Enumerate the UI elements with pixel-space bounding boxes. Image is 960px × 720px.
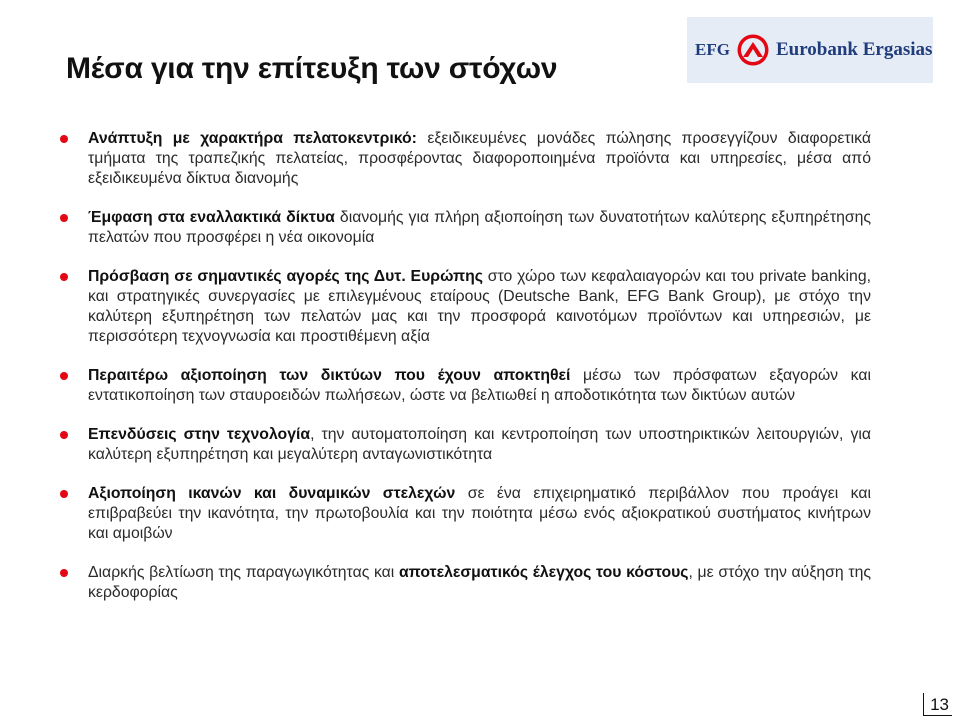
bullet-heading: Έμφαση στα εναλλακτικά δίκτυα <box>88 209 335 226</box>
bullet-item <box>88 484 871 544</box>
page-number: 13 <box>923 693 952 716</box>
bullet-text-lead: Διαρκής βελτίωση της παραγωγικότητας και <box>88 564 399 581</box>
bullet-text: , την αυτοματοποίηση και κεντροποίηση των υποστηρικτικών λειτουργιών, για καλύτερη εξυπηρέτηση και μεγαλύτερη ανταγωνιστικότητα <box>88 426 871 463</box>
bullet-text: σε ένα επιχειρηματικό περιβάλλον που προάγει και επιβραβεύει την ικανότητα, την πρωτοβουλία και την ποιότητα μέσω ενός αξιοκρατικού συστήματος κινήτρων και αμοιβών <box>88 485 871 542</box>
bullet-text: στο χώρο των κεφαλαιαγορών και του private banking, και στρατηγικές συνεργασίες με επιλεγμένους εταίρους (Deutsche Bank, EFG Bank Group), με στόχο την καλύτερη εξυπηρέτηση των πελατών μας και την προσφορά καινοτόμων προϊόντων και υπηρεσιών, με περισσότερη τεχνογνωσία και προστιθέμενη αξία <box>88 268 871 345</box>
bullet-text: εξειδικευμένες μονάδες πώλησης προσεγγίζουν διαφορετικά τμήματα της τραπεζικής πελατείας, προσφέροντας διαφοροποιημένα προϊόντα και υπηρεσίες, μέσα από εξειδικευμένα δίκτυα διανομής <box>88 130 871 187</box>
slide-title: Μέσα για την επίτευξη των στόχων <box>66 52 558 85</box>
bullet-text: μέσω των πρόσφατων εξαγορών και εντατικοποίηση των σταυροειδών πωλήσεων, ώστε να βελτιωθεί η αποδοτικότητα των δικτύων αυτών <box>88 367 871 404</box>
bullet-item <box>88 563 871 603</box>
bullet-heading: Επενδύσεις στην τεχνολογία <box>88 426 311 443</box>
bullet-heading: Αξιοποίηση ικανών και δυναμικών στελεχών <box>88 485 456 502</box>
bullet-list <box>88 129 871 622</box>
logo-efg-text: EFG <box>695 40 730 59</box>
bullet-heading: Ανάπτυξη με χαρακτήρα πελατοκεντρικό: <box>88 130 417 147</box>
bullet-item <box>88 129 871 189</box>
bullet-heading: αποτελεσματικός έλεγχος του κόστους <box>398 564 689 581</box>
bullet-heading: Πρόσβαση σε σημαντικές αγορές της Δυτ. Ευρώπης <box>88 268 483 285</box>
bullet-heading: Περαιτέρω αξιοποίηση των δικτύων που έχουν αποκτηθεί <box>88 367 571 384</box>
bullet-item <box>88 267 871 347</box>
eurobank-logo <box>687 17 933 83</box>
eurobank-emblem-icon <box>736 33 770 67</box>
bullet-item <box>88 425 871 465</box>
bullet-item <box>88 366 871 406</box>
bullet-text: , με στόχο την αύξηση της κερδοφορίας <box>88 564 871 601</box>
bullet-text: διανομής για πλήρη αξιοποίηση των δυνατοτήτων καλύτερης εξυπηρέτησης πελατών που προσφέρει η νέα οικονομία <box>88 209 872 246</box>
bullet-item <box>88 208 871 248</box>
logo-name: Eurobank Ergasias <box>775 39 933 60</box>
